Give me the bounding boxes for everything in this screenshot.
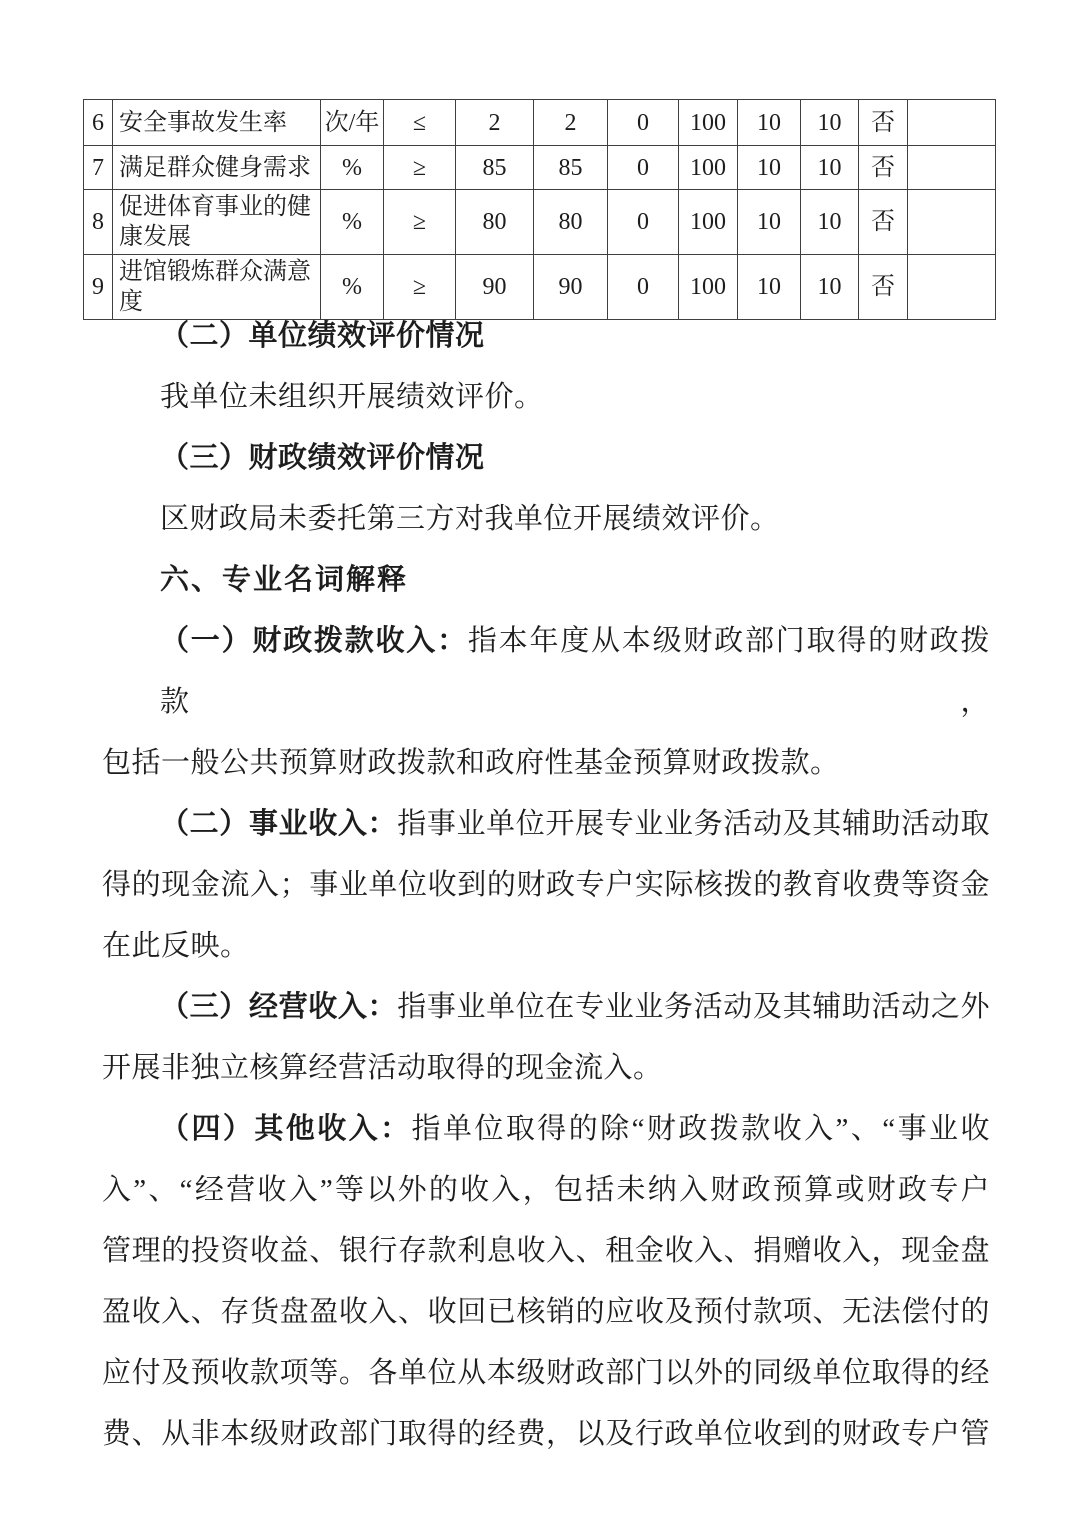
- table-row: [84, 100, 996, 146]
- table-body: [84, 100, 996, 320]
- table-cell: 10: [801, 100, 859, 146]
- paragraph-fiscal-evaluation: 区财政局未委托第三方对我单位开展绩效评价。: [160, 503, 780, 535]
- term-title: （一）财政拨款收入：: [160, 625, 468, 657]
- term-definition-line: 入”、“经营收入”等以外的收入，包括未纳入财政预算或财政专户: [102, 1174, 990, 1206]
- table-cell: 100: [679, 190, 738, 255]
- table-cell: 否: [859, 190, 908, 255]
- glossary-terms: [102, 611, 990, 1465]
- term-definition-line: 盈收入、存货盘盈收入、收回已核销的应收及预付款项、无法偿付的: [102, 1296, 990, 1328]
- term-definition-line: 得的现金流入；事业单位收到的财政专户实际核拨的教育收费等资金: [102, 869, 990, 901]
- table-cell: [908, 146, 996, 190]
- indicator-name-cell: 安全事故发生率: [113, 100, 321, 146]
- table-cell: ≥: [384, 190, 456, 255]
- table-cell: 10: [738, 146, 801, 190]
- table-cell: 90: [534, 255, 608, 320]
- term-definition-text: 指本年度从本级财政部门取得的财政拨款，: [160, 625, 990, 718]
- table-cell: 80: [534, 190, 608, 255]
- table-cell: [908, 190, 996, 255]
- table-row: [84, 146, 996, 190]
- paragraph-unit-evaluation: 我单位未组织开展绩效评价。: [160, 381, 544, 413]
- document-body: [102, 306, 990, 1465]
- term-title: （三）经营收入：: [160, 991, 398, 1023]
- term-definition-line: 应付及预收款项等。各单位从本级财政部门以外的同级单位取得的经: [102, 1357, 990, 1389]
- term-definition-line: 费、从非本级财政部门取得的经费，以及行政单位收到的财政专户管: [102, 1418, 990, 1450]
- table-cell: 0: [608, 255, 679, 320]
- table-cell: 0: [608, 100, 679, 146]
- table-cell: 10: [738, 255, 801, 320]
- table-cell: ≥: [384, 146, 456, 190]
- term-definition-text: 指事业单位在专业业务活动及其辅助活动之外: [397, 991, 990, 1023]
- term-definition-text: 指单位取得的除“财政拨款收入”、“事业收: [411, 1113, 990, 1145]
- table-cell: 85: [534, 146, 608, 190]
- table-cell: %: [321, 146, 384, 190]
- table-cell: 10: [801, 146, 859, 190]
- table-cell: 10: [738, 190, 801, 255]
- table-cell: [908, 100, 996, 146]
- table-cell: 10: [801, 255, 859, 320]
- term-definition-line: [102, 977, 990, 1038]
- table-cell: 次/年: [321, 100, 384, 146]
- table-cell: 2: [534, 100, 608, 146]
- table-cell: 6: [84, 100, 113, 146]
- term-definition-line: 管理的投资收益、银行存款利息收入、租金收入、捐赠收入，现金盘: [102, 1235, 990, 1267]
- section-heading-glossary: 六、专业名词解释: [160, 564, 409, 596]
- table-cell: 100: [679, 100, 738, 146]
- table-cell: 2: [456, 100, 534, 146]
- table-cell: 9: [84, 255, 113, 320]
- term-definition-line: [102, 611, 990, 733]
- table-row: [84, 190, 996, 255]
- term-definition-line: 在此反映。: [102, 930, 250, 962]
- table-cell: ≥: [384, 255, 456, 320]
- performance-indicator-table: [83, 99, 996, 320]
- table-cell: 80: [456, 190, 534, 255]
- term-definition-line: 开展非独立核算经营活动取得的现金流入。: [102, 1052, 663, 1084]
- table-cell: 0: [608, 190, 679, 255]
- indicator-name-cell: 满足群众健身需求: [113, 146, 321, 190]
- term-definition-line: [102, 794, 990, 855]
- term-title: （二）事业收入：: [160, 808, 398, 840]
- term-definition-text: 指事业单位开展专业业务活动及其辅助活动取: [397, 808, 990, 840]
- term-title: （四）其他收入：: [160, 1113, 412, 1145]
- table-cell: 10: [801, 190, 859, 255]
- table-cell: 0: [608, 146, 679, 190]
- table-cell: 100: [679, 146, 738, 190]
- indicator-name-cell: 促进体育事业的健康发展: [113, 190, 321, 255]
- table-cell: %: [321, 190, 384, 255]
- table-cell: 10: [738, 100, 801, 146]
- indicator-name-cell: 进馆锻炼群众满意度: [113, 255, 321, 320]
- table-cell: 8: [84, 190, 113, 255]
- table-cell: 100: [679, 255, 738, 320]
- table-cell: 7: [84, 146, 113, 190]
- table-cell: 85: [456, 146, 534, 190]
- section-heading-fiscal-evaluation: （三）财政绩效评价情况: [160, 442, 485, 474]
- table-cell: 否: [859, 146, 908, 190]
- section-heading-unit-evaluation: （二）单位绩效评价情况: [160, 320, 485, 352]
- table-cell: 否: [859, 100, 908, 146]
- table-cell: %: [321, 255, 384, 320]
- table-cell: ≤: [384, 100, 456, 146]
- table-cell: 否: [859, 255, 908, 320]
- term-definition-line: 包括一般公共预算财政拨款和政府性基金预算财政拨款。: [102, 747, 840, 779]
- table-cell: 90: [456, 255, 534, 320]
- term-definition-line: [102, 1099, 990, 1160]
